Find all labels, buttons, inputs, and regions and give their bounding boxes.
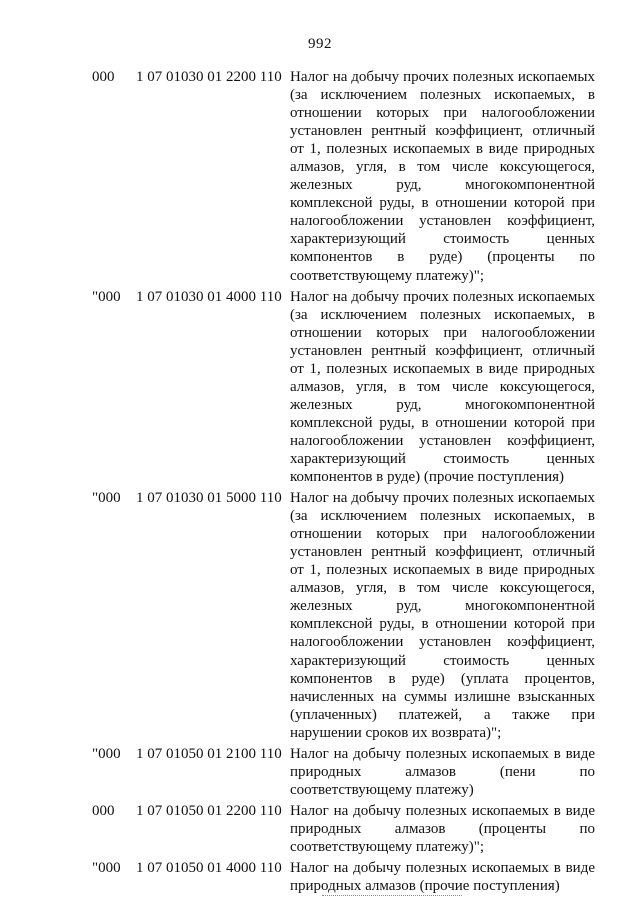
name-line: компонентов в руде) (уплата процентов, bbox=[290, 670, 595, 687]
name-line: отношении которых при налогообложении bbox=[290, 105, 595, 122]
table-row bbox=[0, 802, 640, 856]
name-line: (за исключением полезных ископаемых, в bbox=[290, 87, 595, 104]
budget-code: 1 07 01030 01 5000 110 bbox=[136, 490, 282, 507]
admin-code: "000 bbox=[92, 860, 121, 877]
name-line: отношении которых при налогообложении bbox=[290, 526, 595, 543]
name-line: алмазов, угля, в том числе коксующегося, bbox=[290, 378, 595, 395]
name-line: (за исключением полезных ископаемых, в bbox=[290, 508, 595, 525]
name-line: Налог на добычу прочих полезных ископаемых bbox=[290, 288, 595, 305]
name-line: Налог на добычу полезных ископаемых в виде bbox=[290, 745, 595, 762]
code-table bbox=[0, 68, 640, 895]
name-line: от 1, полезных ископаемых в виде природных bbox=[290, 141, 595, 158]
page-number: 992 bbox=[308, 36, 332, 52]
name-line: установлен рентный коэффициент, отличный bbox=[290, 544, 595, 561]
name-line: Налог на добычу полезных ископаемых в виде bbox=[290, 802, 595, 819]
name-line: комплексной руды, в отношении которой при bbox=[290, 616, 595, 633]
name-line: установлен рентный коэффициент, отличный bbox=[290, 342, 595, 359]
table-row bbox=[0, 288, 640, 487]
revenue-name bbox=[290, 745, 595, 799]
name-line: соответствующему платежу) bbox=[290, 781, 474, 798]
budget-code: 1 07 01050 01 2200 110 bbox=[136, 802, 282, 819]
name-line: от 1, полезных ископаемых в виде природных bbox=[290, 562, 595, 579]
name-line: (уплаченных) платежей, а также при bbox=[290, 706, 595, 723]
name-line: соответствующему платежу)"; bbox=[290, 267, 484, 284]
name-line: комплексной руды, в отношении которой при bbox=[290, 414, 595, 431]
name-line: Налог на добычу прочих полезных ископаемых bbox=[290, 490, 595, 507]
revenue-name bbox=[290, 68, 595, 285]
name-line: начисленных на суммы излишне взысканных bbox=[290, 688, 595, 705]
budget-code: 1 07 01030 01 2200 110 bbox=[136, 69, 282, 85]
budget-code: 1 07 01050 01 2100 110 bbox=[136, 745, 282, 762]
scan-edge-mark bbox=[322, 895, 462, 896]
name-line: железных руд, многокомпонентной bbox=[290, 177, 595, 194]
name-line: установлен рентный коэффициент, отличный bbox=[290, 123, 595, 140]
table-row bbox=[0, 859, 640, 895]
name-line: компонентов в руде) (проценты по bbox=[290, 249, 595, 266]
admin-code: 000 bbox=[92, 69, 115, 85]
name-line: компонентов в руде) (прочие поступления) bbox=[290, 469, 565, 486]
name-line: комплексной руды, в отношении которой при bbox=[290, 195, 595, 212]
name-line: налогообложении установлен коэффициент, bbox=[290, 432, 595, 449]
name-line: алмазов, угля, в том числе коксующегося, bbox=[290, 580, 595, 597]
table-row bbox=[0, 745, 640, 799]
table-row bbox=[0, 68, 640, 285]
name-line: железных руд, многокомпонентной bbox=[290, 396, 595, 413]
name-line: налогообложении установлен коэффициент, bbox=[290, 634, 595, 651]
budget-code: 1 07 01050 01 4000 110 bbox=[136, 860, 282, 877]
name-line: природных алмазов (прочие поступления) bbox=[290, 878, 560, 895]
admin-code: "000 bbox=[92, 745, 121, 762]
name-line: (за исключением полезных ископаемых, в bbox=[290, 306, 595, 323]
name-line: отношении которых при налогообложении bbox=[290, 324, 595, 341]
name-line: нарушении сроков их возврата)"; bbox=[290, 724, 502, 741]
name-line: природных алмазов (проценты по bbox=[290, 820, 595, 837]
admin-code: 000 bbox=[92, 802, 115, 819]
name-line: характеризующий стоимость ценных bbox=[290, 652, 595, 669]
name-line: налогообложении установлен коэффициент, bbox=[290, 213, 595, 230]
name-line: характеризующий стоимость ценных bbox=[290, 450, 595, 467]
revenue-name bbox=[290, 489, 595, 742]
admin-code: "000 bbox=[92, 490, 121, 507]
admin-code: "000 bbox=[92, 288, 121, 305]
name-line: природных алмазов (пени по bbox=[290, 763, 595, 780]
name-line: характеризующий стоимость ценных bbox=[290, 231, 595, 248]
name-line: соответствующему платежу)"; bbox=[290, 838, 484, 855]
table-row bbox=[0, 489, 640, 742]
revenue-name bbox=[290, 802, 595, 856]
name-line: алмазов, угля, в том числе коксующегося, bbox=[290, 159, 595, 176]
revenue-name bbox=[290, 288, 595, 487]
name-line: Налог на добычу прочих полезных ископаемых bbox=[290, 69, 595, 85]
name-line: от 1, полезных ископаемых в виде природных bbox=[290, 360, 595, 377]
budget-code: 1 07 01030 01 4000 110 bbox=[136, 288, 282, 305]
name-line: железных руд, многокомпонентной bbox=[290, 598, 595, 615]
revenue-name bbox=[290, 859, 595, 895]
name-line: Налог на добычу полезных ископаемых в виде bbox=[290, 860, 595, 877]
